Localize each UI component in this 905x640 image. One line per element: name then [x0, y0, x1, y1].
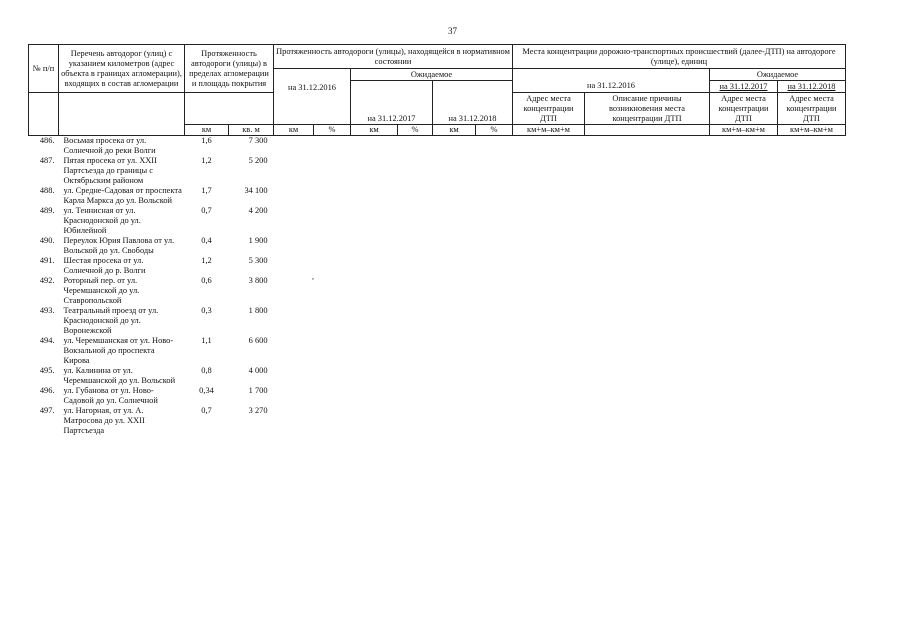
table-row	[29, 276, 846, 306]
unit-kmm-addr: км+м–км+м	[513, 125, 585, 136]
header-length-area: Протяженность автодороги (улицы) в пределах агломерации и площадь покрытия	[185, 45, 274, 93]
road-area-sqm: 1 700	[248, 386, 268, 395]
road-name: ул. Нагорная, от ул. А. Матросова до ул. XXII Партсъезда	[63, 406, 145, 435]
header-dtp-2017: на 31.12.2017	[710, 81, 778, 93]
table-row	[29, 336, 846, 366]
road-area-sqm: 4 200	[248, 206, 268, 215]
table-header	[29, 45, 846, 136]
header-cause: Описание причины возникновения места концентрации ДТП	[585, 93, 710, 125]
road-length-km: 0,7	[201, 206, 212, 215]
road-length-km: 0,8	[201, 366, 212, 375]
road-area-sqm: 5 200	[248, 156, 268, 165]
row-number: 487.	[39, 156, 55, 165]
unit-km-2017: км	[351, 125, 398, 136]
table-row	[29, 366, 846, 386]
road-area-sqm: 3 800	[248, 276, 268, 285]
road-area-sqm: 5 300	[248, 256, 268, 265]
road-area-sqm: 34 100	[244, 186, 268, 195]
row-number: 489.	[39, 206, 55, 215]
road-length-km: 0,6	[201, 276, 212, 285]
row-number: 493.	[39, 306, 55, 315]
road-length-km: 1,1	[201, 336, 212, 345]
unit-pct-2018: %	[476, 125, 513, 136]
header-expected-dtp: Ожидаемое	[710, 69, 846, 81]
table-row	[29, 156, 846, 186]
table-row	[29, 386, 846, 406]
unit-km-2018: км	[433, 125, 476, 136]
row-number: 491.	[39, 256, 55, 265]
header-dtp-2018: на 31.12.2018	[778, 81, 846, 93]
table-body	[29, 136, 846, 437]
header-dtp: Места концентрации дорожно-транспортных происшествий (далее-ДТП) на автодороге (улице), единиц	[513, 45, 846, 69]
unit-pct-2016: %	[314, 125, 351, 136]
road-name: Восьмая просека от ул. Солнечной до реки Волги	[63, 136, 156, 155]
road-name: ул. Теннисная от ул. Краснодонской до ул. Юбилейной	[63, 206, 141, 235]
header-num: № п/п	[29, 45, 59, 93]
road-name: Шестая просека от ул. Солнечной до р. Волги	[63, 256, 146, 275]
row-number: 495.	[39, 366, 55, 375]
road-name: Переулок Юрия Павлова от ул. Вольской до ул. Свободы	[63, 236, 175, 255]
road-area-sqm: 4 000	[248, 366, 268, 375]
road-length-km: 0,7	[201, 406, 212, 415]
row-number: 488.	[39, 186, 55, 195]
table-row	[29, 186, 846, 206]
road-name: Театральный проезд от ул. Краснодонской до ул. Воронежской	[63, 306, 159, 335]
road-length-km: 0,4	[201, 236, 212, 245]
row-number: 496.	[39, 386, 55, 395]
label-2017: на 31.12.2017	[351, 93, 433, 125]
unit-sqm: кв. м	[229, 125, 274, 136]
header-normative: Протяженность автодороги (улицы), находящейся в нормативном состоянии	[274, 45, 513, 69]
row-number: 486.	[39, 136, 55, 145]
header-addr-2018: Адрес места концентрации ДТП	[778, 93, 846, 125]
road-area-sqm: 1 800	[248, 306, 268, 315]
header-norm-2017	[351, 81, 433, 93]
road-area-sqm: 3 270	[248, 406, 268, 415]
row-number: 492.	[39, 276, 55, 285]
road-area-sqm: 7 300	[248, 136, 268, 145]
row-number: 494.	[39, 336, 55, 345]
road-length-km: 1,7	[201, 186, 212, 195]
table-row	[29, 236, 846, 256]
road-name: ул. Губанова от ул. Ново-Садовой до ул. Солнечной	[63, 386, 158, 405]
page-number: 37	[448, 26, 457, 36]
row-number: 490.	[39, 236, 55, 245]
table-row	[29, 206, 846, 236]
table-row	[29, 256, 846, 276]
row-number: 497.	[39, 406, 55, 415]
roads-table	[28, 44, 846, 436]
header-addr-2017: Адрес места концентрации ДТП	[710, 93, 778, 125]
header-dtp-2016: на 31.12.2016	[513, 81, 710, 93]
unit-km-2016: км	[274, 125, 314, 136]
header-norm-2018	[433, 81, 513, 93]
road-length-km: 0,34	[199, 386, 214, 395]
table-row	[29, 306, 846, 336]
road-length-km: 0,3	[201, 306, 212, 315]
unit-kmm-2018: км+м–км+м	[778, 125, 846, 136]
table-row	[29, 136, 846, 157]
header-norm-2016: на 31.12.2016	[274, 69, 351, 93]
road-name: Пятая просека от ул. XXII Партсъезда до границы с Октябрьским районом	[63, 156, 157, 185]
road-area-sqm: 1 900	[248, 236, 268, 245]
unit-pct-2017: %	[398, 125, 433, 136]
stray-mark: ,	[312, 272, 314, 281]
label-2018: на 31.12.2018	[433, 93, 513, 125]
road-length-km: 1,6	[201, 136, 212, 145]
road-area-sqm: 6 600	[248, 336, 268, 345]
road-name: ул. Черемшанская от ул. Ново-Вокзальной до проспекта Кирова	[63, 336, 174, 365]
road-name: ул. Калинина от ул. Черемшанской до ул. Вольской	[63, 366, 176, 385]
unit-km: км	[185, 125, 229, 136]
road-length-km: 1,2	[201, 156, 212, 165]
header-roads: Перечень автодорог (улиц) с указанием километров (адрес объекта в границах агломерации), входящих в состав агломерации	[59, 45, 185, 93]
unit-kmm-2017: км+м–км+м	[710, 125, 778, 136]
road-length-km: 1,2	[201, 256, 212, 265]
table-row	[29, 406, 846, 436]
road-name: ул. Средне-Садовая от проспекта Карла Маркса до ул. Вольской	[63, 186, 182, 205]
header-expected: Ожидаемое	[351, 69, 513, 81]
road-name: Роторный пер. от ул. Черемшанской до ул. Ставропольской	[63, 276, 140, 305]
header-addr: Адрес места концентрации ДТП	[513, 93, 585, 125]
